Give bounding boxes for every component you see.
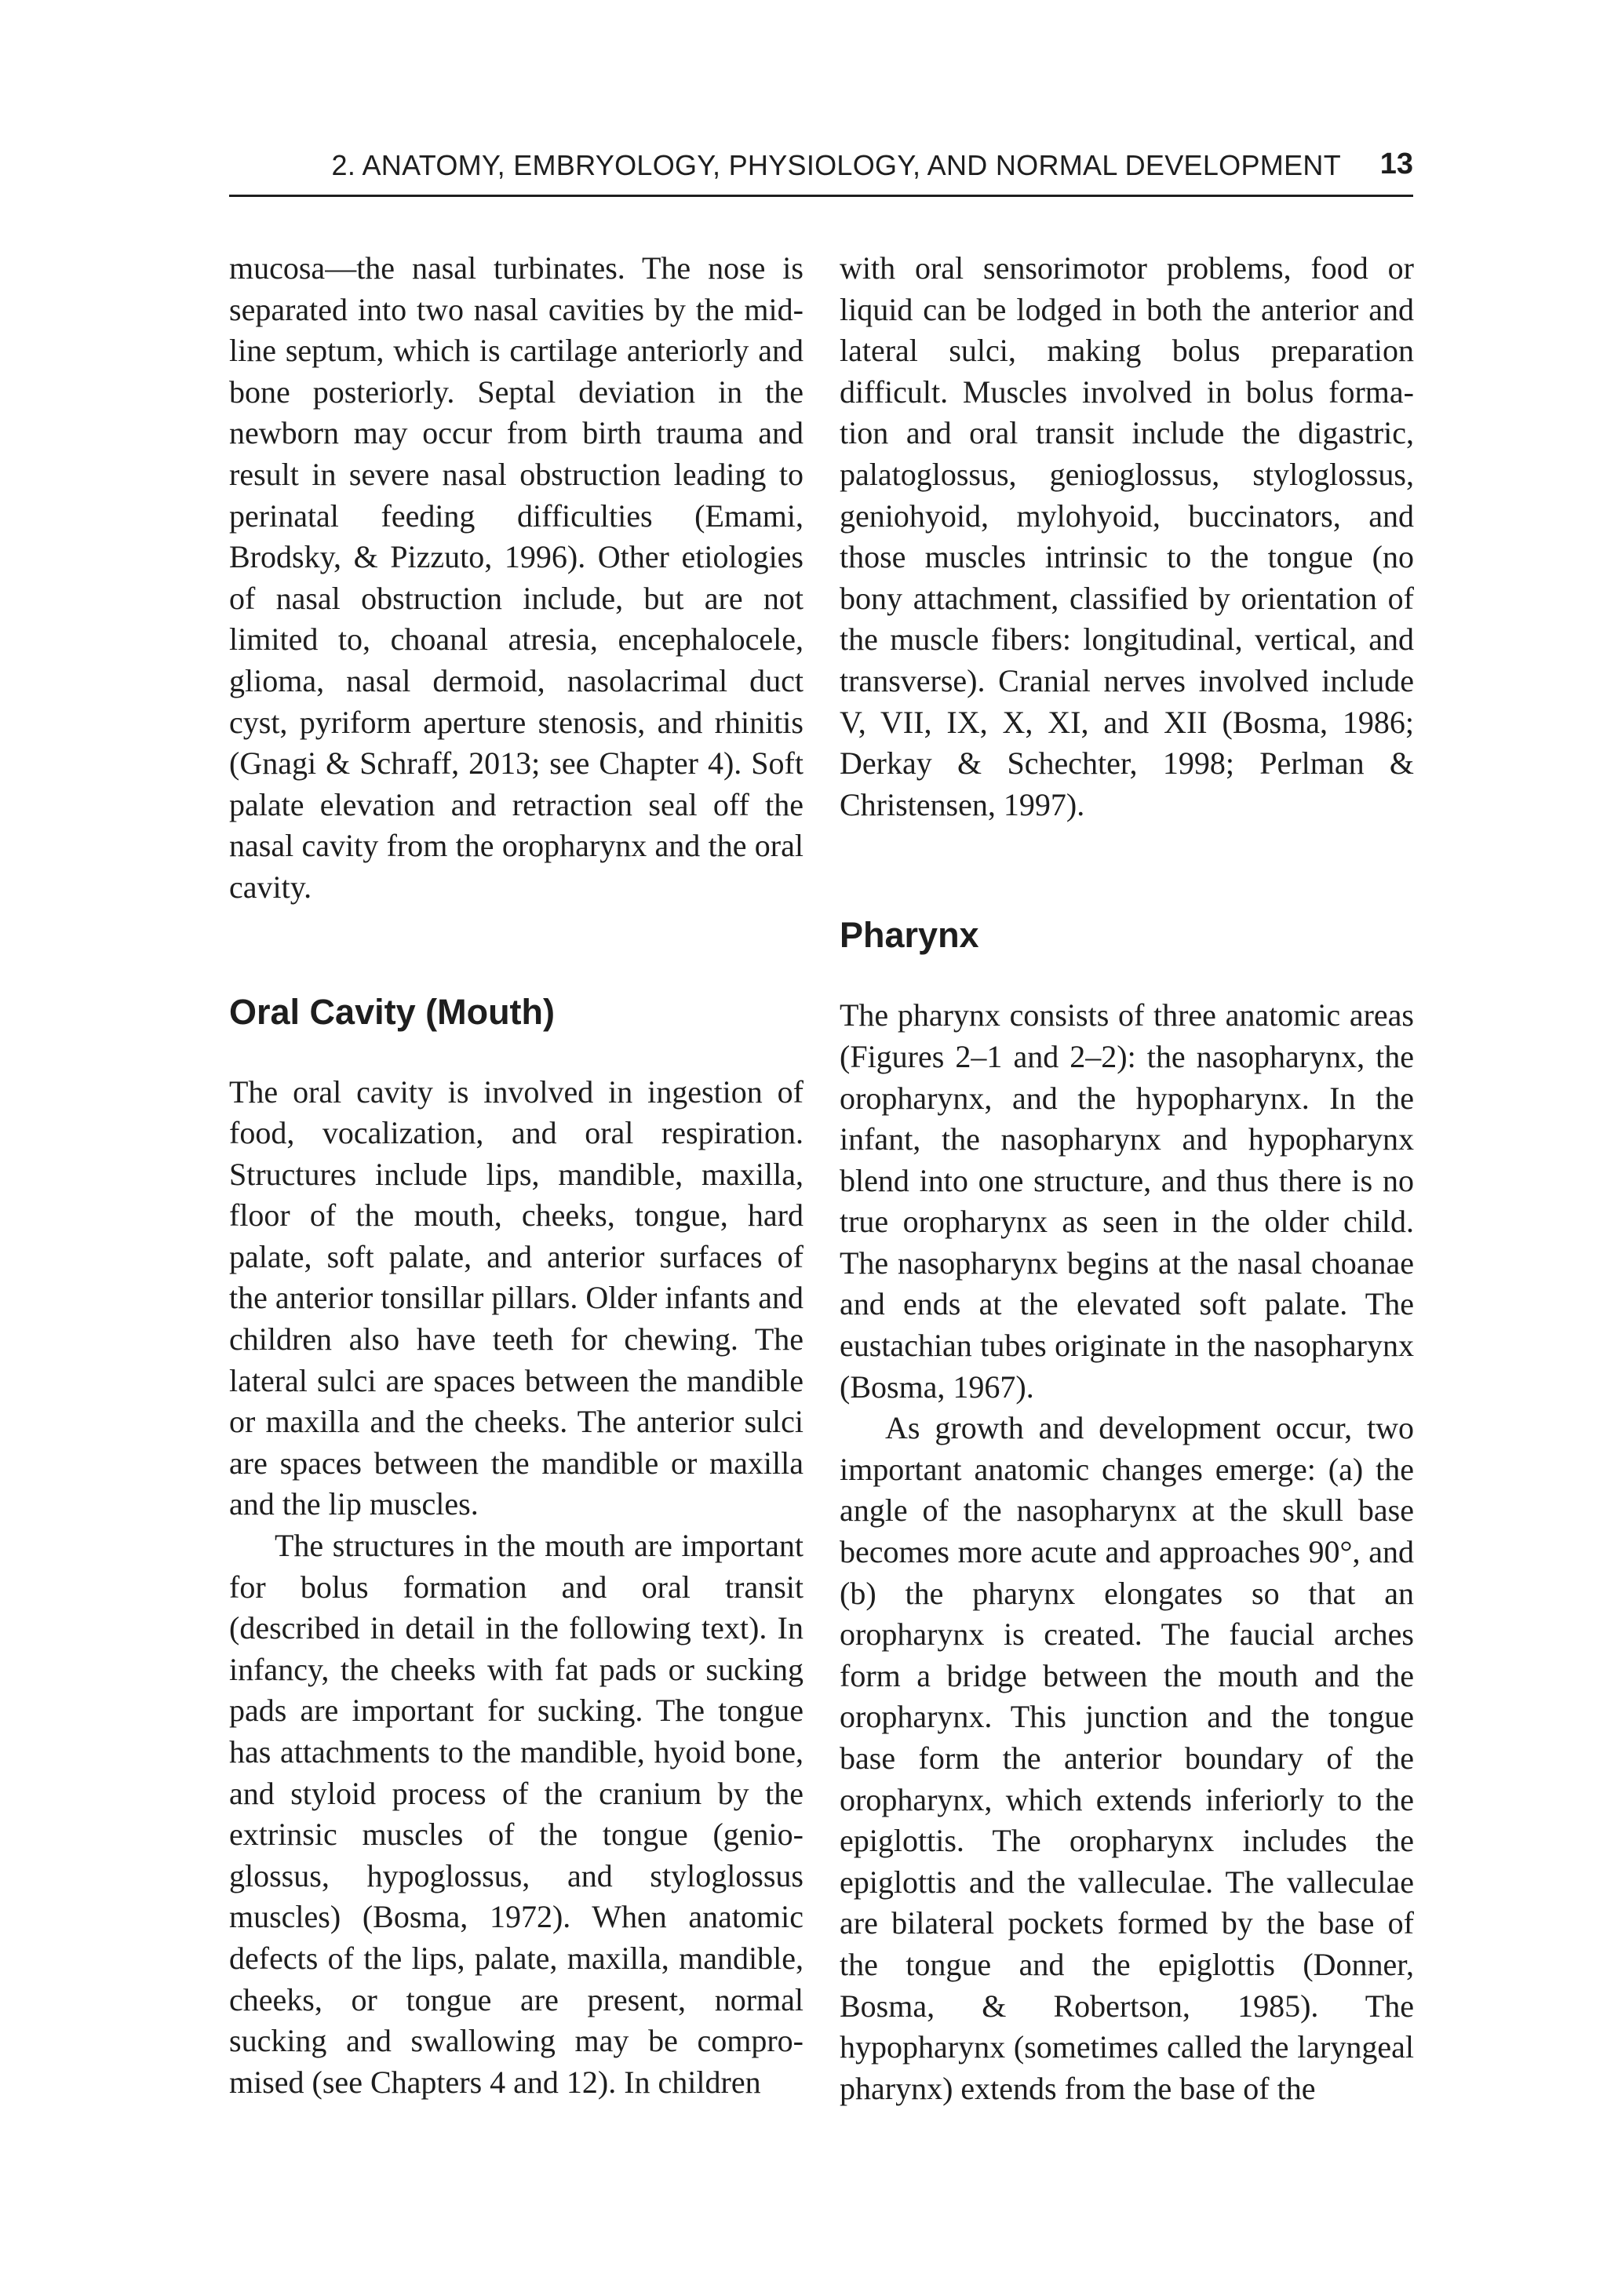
- section-heading-pharynx: Pharynx: [840, 915, 979, 956]
- page-number: 13: [1379, 148, 1413, 180]
- right-column: [840, 248, 1414, 2109]
- running-head-title: 2. ANATOMY, EMBRYOLOGY, PHYSIOLOGY, AND NORMAL DEVELOPMENT: [331, 149, 1341, 181]
- paragraph-oral-sensorimotor: with oral sensorimotor problems, food or liquid can be lodged in both the anterior and lateral sulci, making bolus preparation difficult. Muscles involved in bolus formation and oral transit include the digastric, palatoglossus, genioglossus, styloglossus, geniohyoid, mylohyoid, buccinators, and those muscles intrinsic to the tongue (no bony attachment, classified by orientation of the muscle fibers: longitudinal, vertical, and transverse). Cranial nerves involved include V, VII, IX, X, XI, and XII (Bosma, 1986; Derkay & Schechter, 1998; Perlman & Christensen, 1997).: [840, 250, 1414, 822]
- left-column: [229, 248, 804, 2103]
- paragraph-pharynx-intro: The pharynx consists of three anatomic areas (Figures 2–1 and 2–2): the nasopharynx, the oropharynx, and the hypopharynx. In the infant, the nasopharynx and hypopharynx blend into one structure, and thus there is no true oropharynx as seen in the older child. The nasopharynx begins at the nasal choanae and ends at the elevated soft palate. The eustachian tubes originate in the nasopharynx (Bosma, 1967).: [840, 997, 1414, 1405]
- paragraph-nasal-cavity-continued: mucosa—the nasal turbinates. The nose is separated into two nasal cavities by the midline septum, which is cartilage anteriorly and bone posteriorly. Septal deviation in the newborn may occur from birth trauma and result in severe nasal obstruction leading to perinatal feeding difficulties (Emami, Brodsky, & Pizzuto, 1996). Other etiologies of nasal obstruction include, but are not limited to, choanal atresia, encephalocele, glioma, nasal dermoid, nasolacrimal duct cyst, pyriform aperture stenosis, and rhinitis (Gnagi & Schraff, 2013; see Chapter 4). Soft palate elevation and retraction seal off the nasal cavity from the oropharynx and the oral cavity.: [229, 250, 804, 905]
- paragraph-mouth-structures: The structures in the mouth are important for bolus formation and oral transit (described in detail in the following text). In infancy, the cheeks with fat pads or sucking pads are important for sucking. The tongue has attachments to the mandible, hyoid bone, and styloid process of the cranium by the extrinsic muscles of the tongue (genioglossus, hypoglossus, and styloglossus muscles) (Bosma, 1972). When anatomic defects of the lips, palate, maxilla, mandible, cheeks, or tongue are present, normal sucking and swallowing may be compromised (see Chapters 4 and 12). In children: [229, 1528, 804, 2100]
- section-heading-oral-cavity: Oral Cavity (Mouth): [229, 991, 556, 1032]
- paragraph-pharynx-growth: As growth and development occur, two important anatomic changes emerge: (a) the angle of the nasopharynx at the skull base becomes more acute and approaches 90°, and (b) the pharynx elongates so that an oropharynx is created. The faucial arches form a bridge between the mouth and the oropharynx. This junction and the tongue base form the anterior boundary of the oropharynx, which extends inferiorly to the epiglottis. The oropharynx includes the epiglottis and the valleculae. The valleculae are bilateral pockets formed by the base of the tongue and the epiglottis (Donner, Bosma, & Robertson, 1985). The hypopharynx (sometimes called the laryngeal pharynx) extends from the base of the: [840, 1410, 1414, 2106]
- paragraph-oral-cavity-intro: The oral cavity is involved in ingestion of food, vocalization, and oral respiration. Structures include lips, mandible, maxilla, floor of the mouth, cheeks, tongue, hard palate, soft palate, and anterior surfaces of the anterior tonsillar pillars. Older infants and children also have teeth for chewing. The lateral sulci are spaces between the mandible or maxilla and the cheeks. The anterior sulci are spaces between the mandible or maxilla and the lip muscles.: [229, 1073, 804, 1522]
- running-head: [229, 146, 1413, 197]
